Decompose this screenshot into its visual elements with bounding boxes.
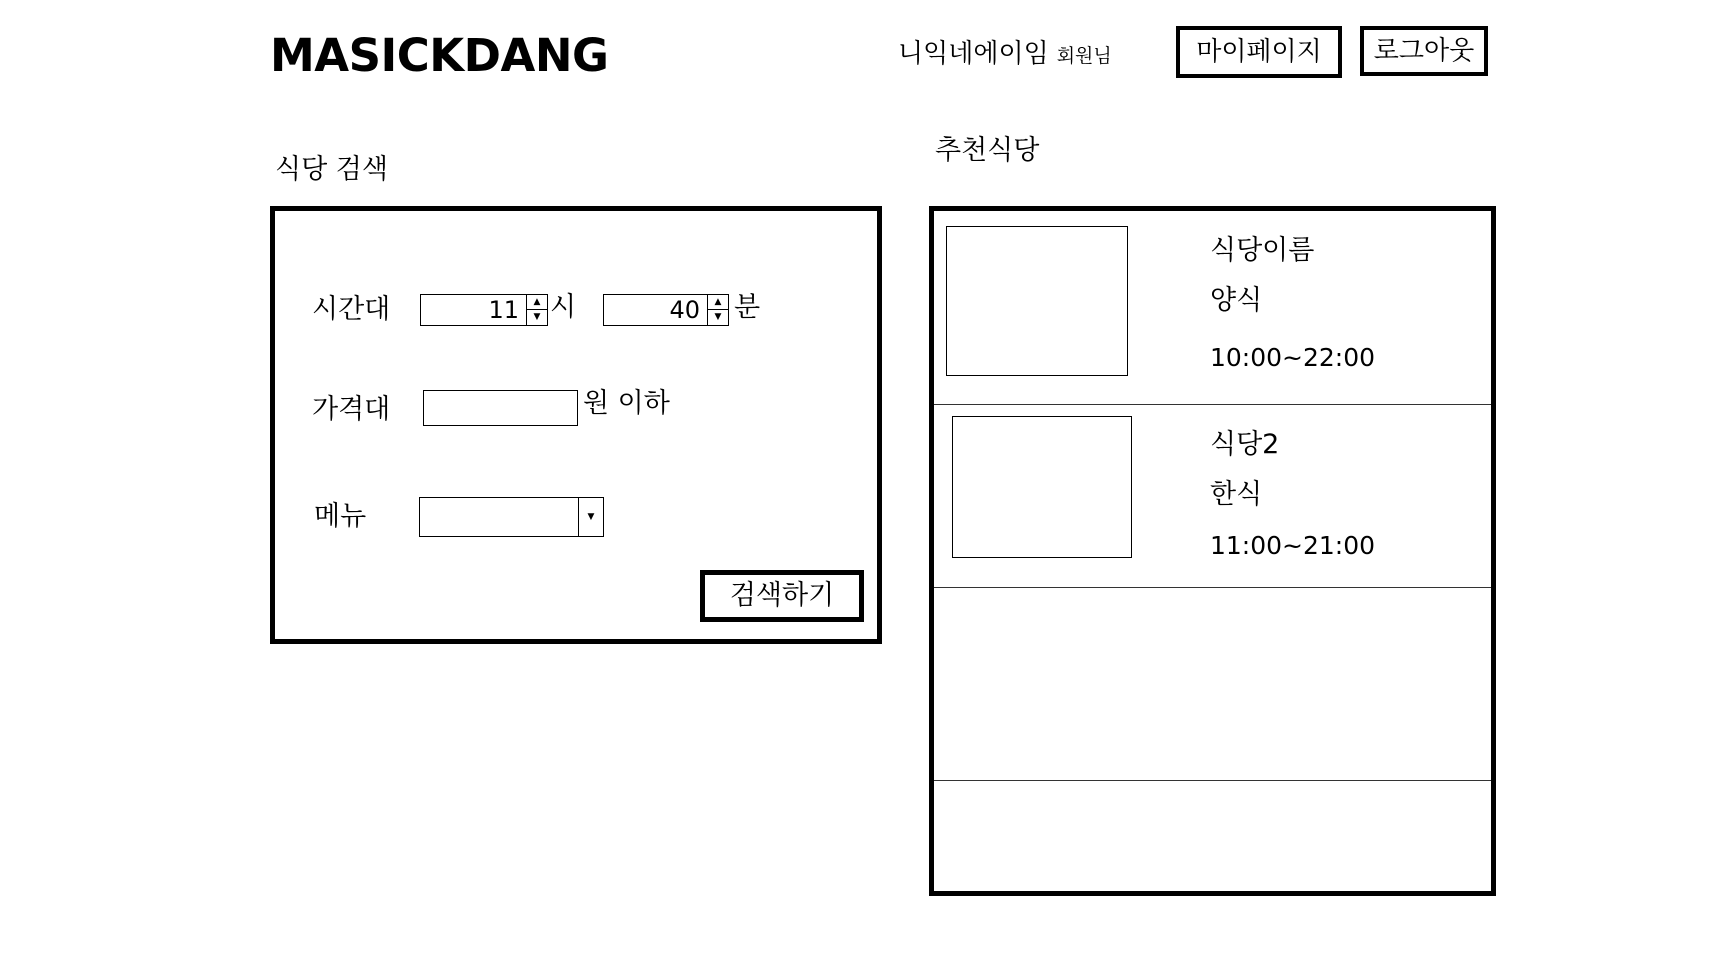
search-section-title: 식당 검색 (275, 154, 388, 185)
search-button[interactable]: 검색하기 (700, 570, 864, 622)
hour-down-arrow-icon[interactable]: ▼ (533, 312, 541, 322)
empty-restaurant-slot (934, 588, 1491, 781)
member-suffix: 회원님 (1056, 45, 1112, 67)
empty-restaurant-slot (934, 781, 1491, 891)
chevron-down-icon[interactable]: ▼ (578, 498, 603, 536)
recommended-section-title: 추천식당 (935, 135, 1040, 166)
price-suffix: 원 이하 (583, 388, 670, 419)
minute-value[interactable]: 40 (669, 296, 700, 324)
hour-value[interactable]: 11 (488, 296, 519, 324)
restaurant-thumbnail[interactable] (946, 226, 1128, 376)
restaurant-hours: 11:00~21:00 (1210, 531, 1376, 560)
restaurant-category: 양식 (1210, 285, 1263, 316)
hour-unit: 시 (550, 292, 577, 323)
price-input[interactable] (423, 390, 578, 426)
restaurant-name[interactable]: 식당2 (1210, 429, 1280, 460)
minute-down-arrow-icon[interactable]: ▼ (714, 312, 722, 322)
username: 니익네에이임 (898, 39, 1049, 69)
restaurant-name[interactable]: 식당이름 (1210, 235, 1315, 266)
hour-stepper[interactable] (420, 294, 548, 326)
minute-stepper-arrows (707, 295, 728, 325)
logout-button[interactable]: 로그아웃 (1360, 26, 1488, 76)
minute-unit: 분 (734, 292, 761, 323)
price-label: 가격대 (312, 394, 391, 425)
restaurant-thumbnail[interactable] (952, 416, 1132, 558)
recommended-list (929, 206, 1496, 896)
minute-stepper[interactable] (603, 294, 729, 326)
time-label: 시간대 (312, 294, 391, 325)
restaurant-category: 한식 (1210, 479, 1263, 510)
user-greeting (898, 36, 1112, 74)
minute-up-arrow-icon[interactable]: ▲ (708, 295, 728, 310)
restaurant-hours: 10:00~22:00 (1210, 343, 1376, 372)
hour-stepper-arrows (526, 295, 547, 325)
logo: MASICKDANG (270, 29, 609, 82)
menu-label: 메뉴 (314, 501, 367, 532)
restaurant-card[interactable] (934, 405, 1491, 588)
menu-select[interactable] (419, 497, 604, 537)
mypage-button[interactable]: 마이페이지 (1176, 26, 1342, 78)
hour-up-arrow-icon[interactable]: ▲ (527, 295, 547, 310)
restaurant-card[interactable] (934, 211, 1491, 405)
